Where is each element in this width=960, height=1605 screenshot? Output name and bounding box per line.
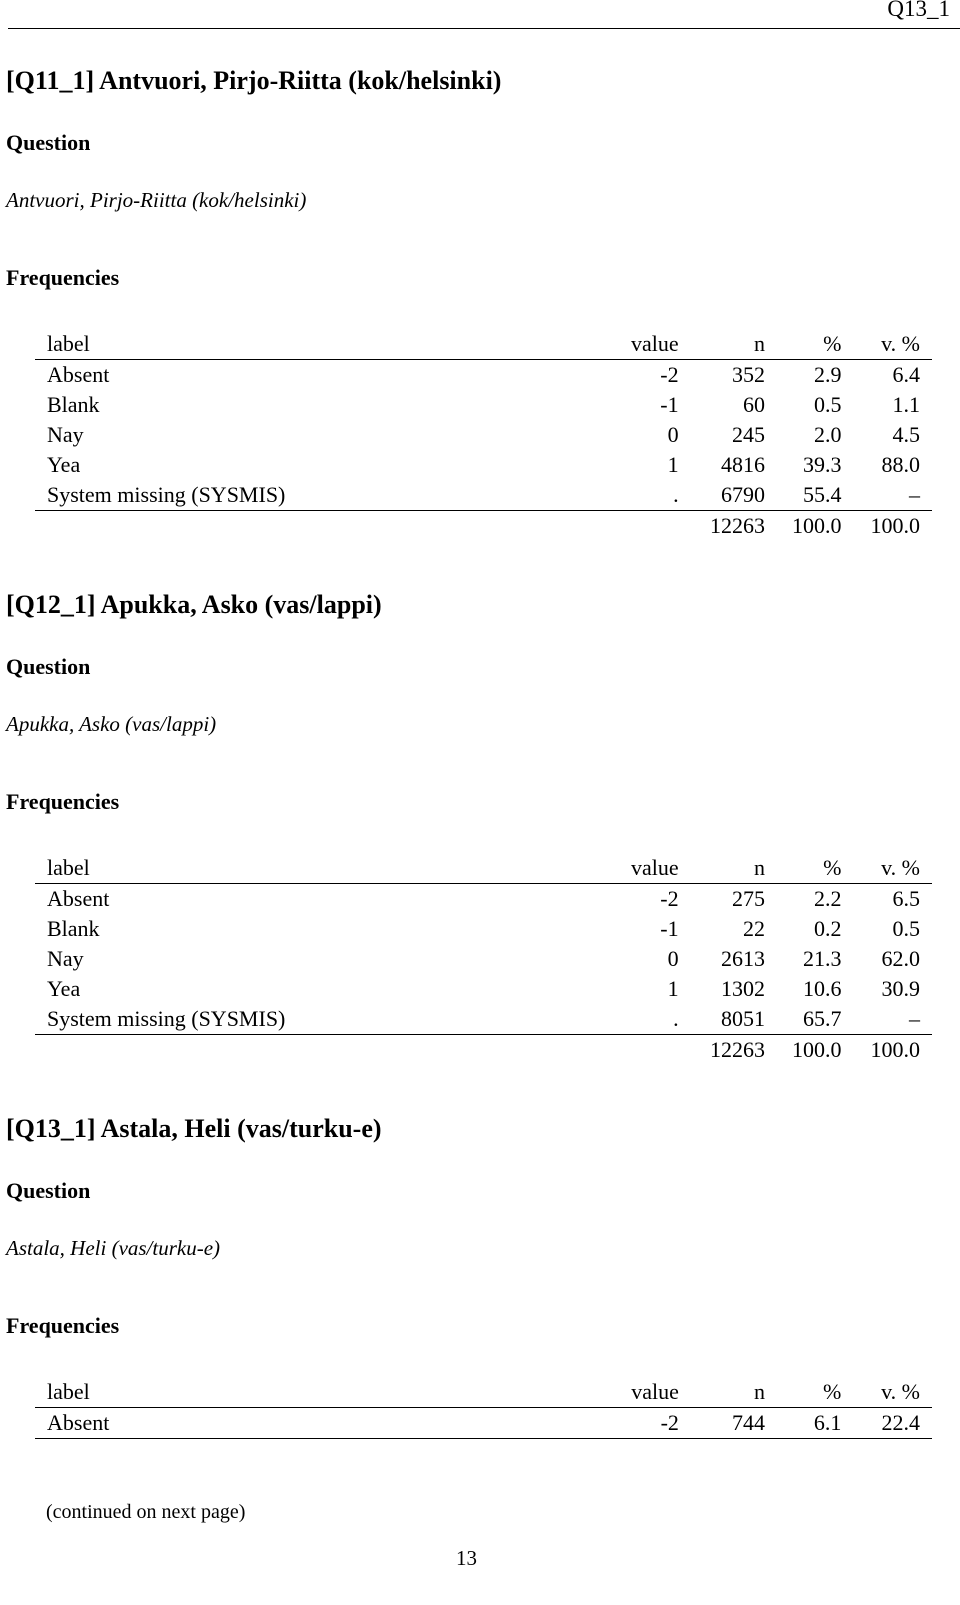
question-heading: Question — [6, 130, 91, 155]
cell-label: System missing (SYSMIS) — [35, 480, 515, 511]
column-header-label: label — [35, 1377, 513, 1408]
table-header-row — [35, 329, 932, 360]
table-header-row — [35, 1377, 932, 1408]
cell-label: Nay — [47, 946, 84, 971]
cell-value: -2 — [513, 1408, 679, 1439]
frequency-table — [35, 853, 932, 1065]
cell-label: Blank — [47, 916, 100, 941]
page-number: 13 — [456, 1546, 477, 1570]
table-row — [35, 914, 932, 944]
column-header-value: value — [515, 329, 679, 360]
column-header-label: label — [35, 853, 515, 884]
cell-value: 0 — [667, 422, 679, 447]
cell-percent: 2.9 — [814, 362, 842, 387]
cell-percent: 21.3 — [803, 946, 842, 971]
frequency-table — [35, 329, 932, 541]
section-title: [Q12_1] Apukka, Asko (vas/lappi) — [6, 590, 382, 619]
cell-label: Absent — [47, 362, 110, 387]
total-percent: 100.0 — [792, 1037, 842, 1062]
cell-n: 1302 — [720, 976, 765, 1001]
question-heading: Question — [6, 1178, 91, 1203]
running-head: Q13_1 — [887, 0, 950, 21]
section-title: [Q13_1] Astala, Heli (vas/turku-e) — [6, 1114, 382, 1143]
question-text: Astala, Heli (vas/turku-e) — [6, 1236, 221, 1260]
cell-percent: 0.2 — [814, 916, 842, 941]
total-percent: 100.0 — [792, 513, 842, 538]
cell-n: 2613 — [720, 946, 765, 971]
cell-valid-percent: – — [842, 480, 933, 511]
cell-value: -1 — [660, 916, 679, 941]
frequencies-heading: Frequencies — [6, 1313, 120, 1338]
question-heading: Question — [6, 654, 91, 679]
continued-note: (continued on next page) — [46, 1501, 246, 1523]
cell-label: Absent — [47, 886, 110, 911]
column-header-n: n — [679, 1377, 765, 1408]
cell-percent: 55.4 — [765, 480, 842, 511]
cell-n: 4816 — [720, 452, 765, 477]
column-header-valid-percent: v. % — [842, 853, 933, 884]
total-n: 12263 — [709, 1037, 765, 1062]
section-title: [Q11_1] Antvuori, Pirjo-Riitta (kok/helsinki) — [6, 66, 502, 95]
cell-n: 6790 — [679, 480, 765, 511]
cell-valid-percent: 30.9 — [881, 976, 920, 1001]
cell-label: Yea — [47, 976, 81, 1001]
cell-label: Nay — [47, 422, 84, 447]
cell-percent: 0.5 — [814, 392, 842, 417]
cell-label: Yea — [47, 452, 81, 477]
table-row — [35, 944, 932, 974]
cell-valid-percent: 88.0 — [881, 452, 920, 477]
table-row — [35, 450, 932, 480]
question-text: Apukka, Asko (vas/lappi) — [6, 712, 217, 736]
cell-value: -2 — [660, 886, 679, 911]
cell-label — [35, 1035, 515, 1066]
cell-n: 352 — [731, 362, 765, 387]
cell-value: 1 — [667, 976, 679, 1001]
cell-n: 60 — [742, 392, 765, 417]
cell-value: 0 — [667, 946, 679, 971]
section-q12-1 — [6, 590, 946, 1070]
cell-value: -1 — [660, 392, 679, 417]
cell-valid-percent: 22.4 — [841, 1408, 932, 1439]
cell-n: 275 — [731, 886, 765, 911]
cell-percent: 39.3 — [803, 452, 842, 477]
cell-n: 22 — [742, 916, 765, 941]
column-header-value: value — [515, 853, 679, 884]
table-header-row — [35, 853, 932, 884]
total-n: 12263 — [709, 513, 765, 538]
table-row — [35, 1408, 932, 1439]
header-rule — [8, 28, 960, 29]
cell-n: 8051 — [679, 1004, 765, 1035]
cell-percent: 2.0 — [814, 422, 842, 447]
cell-label: Absent — [35, 1408, 513, 1439]
cell-percent: 65.7 — [765, 1004, 842, 1035]
cell-n: 744 — [679, 1408, 765, 1439]
column-header-value: value — [513, 1377, 679, 1408]
total-valid-percent: 100.0 — [870, 513, 920, 538]
cell-valid-percent: 62.0 — [881, 946, 920, 971]
cell-value: . — [515, 480, 679, 511]
column-header-label: label — [35, 329, 515, 360]
cell-valid-percent: 6.4 — [892, 362, 920, 387]
table-row — [35, 974, 932, 1004]
cell-value: 1 — [667, 452, 679, 477]
cell-label: Blank — [47, 392, 100, 417]
cell-percent: 6.1 — [765, 1408, 841, 1439]
column-header-percent: % — [765, 329, 842, 360]
table-row — [35, 360, 932, 391]
question-text: Antvuori, Pirjo-Riitta (kok/helsinki) — [6, 188, 307, 212]
cell-value — [515, 511, 679, 542]
section-q11-1 — [6, 66, 946, 546]
column-header-n: n — [679, 853, 765, 884]
column-header-percent: % — [765, 853, 842, 884]
frequencies-heading: Frequencies — [6, 789, 120, 814]
cell-label: System missing (SYSMIS) — [35, 1004, 515, 1035]
total-row — [35, 511, 932, 542]
cell-valid-percent: 0.5 — [892, 916, 920, 941]
frequencies-heading: Frequencies — [6, 265, 120, 290]
cell-percent: 2.2 — [814, 886, 842, 911]
table-row — [35, 1004, 932, 1035]
total-valid-percent: 100.0 — [870, 1037, 920, 1062]
column-header-valid-percent: v. % — [841, 1377, 932, 1408]
cell-valid-percent: 6.5 — [892, 886, 920, 911]
column-header-valid-percent: v. % — [842, 329, 933, 360]
table-row — [35, 390, 932, 420]
cell-valid-percent: 4.5 — [892, 422, 920, 447]
column-header-percent: % — [765, 1377, 841, 1408]
total-row — [35, 1035, 932, 1066]
cell-value — [515, 1035, 679, 1066]
cell-n: 245 — [731, 422, 765, 447]
section-q13-1 — [6, 1114, 946, 1464]
cell-valid-percent: – — [842, 1004, 933, 1035]
frequency-table — [35, 1377, 932, 1439]
table-row — [35, 884, 932, 915]
column-header-n: n — [679, 329, 765, 360]
cell-valid-percent: 1.1 — [892, 392, 920, 417]
cell-label — [35, 511, 515, 542]
cell-value: . — [515, 1004, 679, 1035]
cell-percent: 10.6 — [803, 976, 842, 1001]
table-row — [35, 420, 932, 450]
table-row — [35, 480, 932, 511]
cell-value: -2 — [660, 362, 679, 387]
